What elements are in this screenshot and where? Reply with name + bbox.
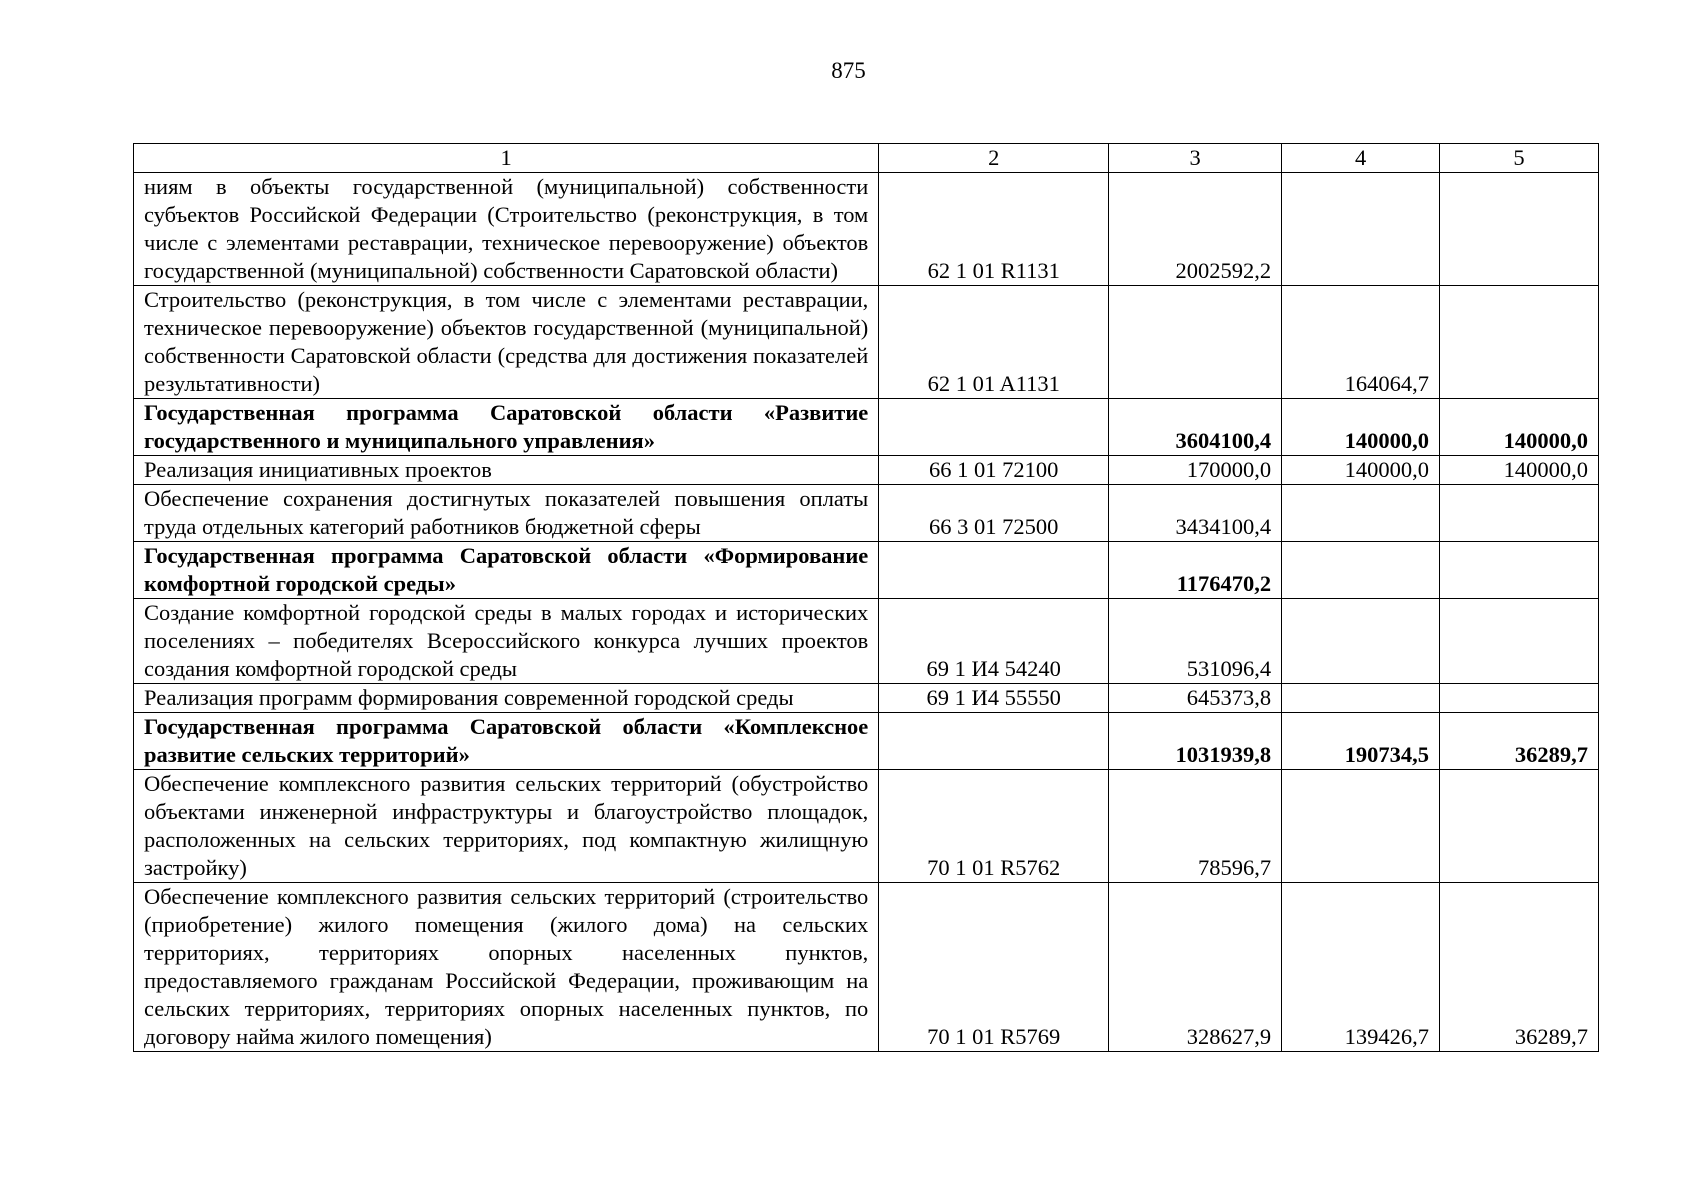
row-value-col4 [1282,684,1440,713]
row-value-col3: 645373,8 [1109,684,1282,713]
row-value-col4 [1282,542,1440,599]
row-code-cell [879,399,1109,456]
row-value-col4 [1282,599,1440,684]
program-row [134,542,1599,599]
row-code-cell: 70 1 01 R5769 [879,883,1109,1052]
column-header: 5 [1440,144,1599,173]
program-row [134,713,1599,770]
row-value-col5 [1440,599,1599,684]
row-code-cell: 70 1 01 R5762 [879,770,1109,883]
row-value-col4: 190734,5 [1282,713,1440,770]
row-value-col5: 36289,7 [1440,713,1599,770]
row-value-col5 [1440,542,1599,599]
table-row [134,173,1599,286]
table-row [134,456,1599,485]
row-value-col4: 140000,0 [1282,456,1440,485]
row-value-col5 [1440,173,1599,286]
table-header-row [134,144,1599,173]
row-value-col3: 328627,9 [1109,883,1282,1052]
row-code-cell: 62 1 01 A1131 [879,286,1109,399]
row-name-cell: ниям в объекты государственной (муниципальной) собственности субъектов Российской Федерации (Строительство (реконструкция, в том числе с элементами реставрации, техническое перевооружение) объектов государственной (муниципальной) собственности Саратовской области) [134,173,879,286]
table-row [134,770,1599,883]
row-value-col5 [1440,485,1599,542]
table-row [134,883,1599,1052]
row-name-cell: Реализация программ формирования современной городской среды [134,684,879,713]
row-value-col5: 36289,7 [1440,883,1599,1052]
row-value-col3: 78596,7 [1109,770,1282,883]
column-header: 4 [1282,144,1440,173]
row-value-col5 [1440,770,1599,883]
row-value-col4 [1282,770,1440,883]
program-row [134,399,1599,456]
budget-table [133,143,1599,1052]
row-name-cell: Создание комфортной городской среды в малых городах и исторических поселениях – победителях Всероссийского конкурса лучших проектов создания комфортной городской среды [134,599,879,684]
row-value-col3: 2002592,2 [1109,173,1282,286]
row-value-col5 [1440,286,1599,399]
row-name-cell: Государственная программа Саратовской области «Формирование комфортной городской среды» [134,542,879,599]
row-name-cell: Обеспечение комплексного развития сельских территорий (обустройство объектами инженерной инфраструктуры и благоустройство площадок, расположенных на сельских территориях, под компактную жилищную застройку) [134,770,879,883]
row-value-col3: 3434100,4 [1109,485,1282,542]
row-value-col4: 139426,7 [1282,883,1440,1052]
row-value-col5 [1440,684,1599,713]
column-header: 2 [879,144,1109,173]
row-value-col4 [1282,173,1440,286]
row-value-col3: 531096,4 [1109,599,1282,684]
row-name-cell: Реализация инициативных проектов [134,456,879,485]
column-header: 3 [1109,144,1282,173]
row-value-col4 [1282,485,1440,542]
row-value-col3: 1031939,8 [1109,713,1282,770]
row-code-cell: 69 1 И4 55550 [879,684,1109,713]
page-number: 875 [831,58,866,83]
row-value-col4: 164064,7 [1282,286,1440,399]
column-header: 1 [134,144,879,173]
row-name-cell: Строительство (реконструкция, в том числе с элементами реставрации, техническое перевооружение) объектов государственной (муниципальной) собственности Саратовской области (средства для достижения показателей результативности) [134,286,879,399]
table-row [134,485,1599,542]
row-value-col5: 140000,0 [1440,399,1599,456]
row-value-col3 [1109,286,1282,399]
row-name-cell: Государственная программа Саратовской области «Развитие государственного и муниципального управления» [134,399,879,456]
row-code-cell: 69 1 И4 54240 [879,599,1109,684]
row-value-col4: 140000,0 [1282,399,1440,456]
row-value-col3: 3604100,4 [1109,399,1282,456]
table-row [134,599,1599,684]
row-code-cell: 66 3 01 72500 [879,485,1109,542]
row-value-col3: 1176470,2 [1109,542,1282,599]
table-row [134,684,1599,713]
row-code-cell: 62 1 01 R1131 [879,173,1109,286]
row-value-col5: 140000,0 [1440,456,1599,485]
row-name-cell: Обеспечение сохранения достигнутых показателей повышения оплаты труда отдельных категорий работников бюджетной сферы [134,485,879,542]
row-code-cell [879,542,1109,599]
table-row [134,286,1599,399]
row-code-cell [879,713,1109,770]
row-name-cell: Государственная программа Саратовской области «Комплексное развитие сельских территорий» [134,713,879,770]
row-value-col3: 170000,0 [1109,456,1282,485]
row-name-cell: Обеспечение комплексного развития сельских территорий (строительство (приобретение) жилого помещения (жилого дома) на сельских территориях, территориях опорных населенных пунктов, предоставляемого гражданам Российской Федерации, проживающим на сельских территориях, территориях опорных населенных пунктов, по договору найма жилого помещения) [134,883,879,1052]
row-code-cell: 66 1 01 72100 [879,456,1109,485]
